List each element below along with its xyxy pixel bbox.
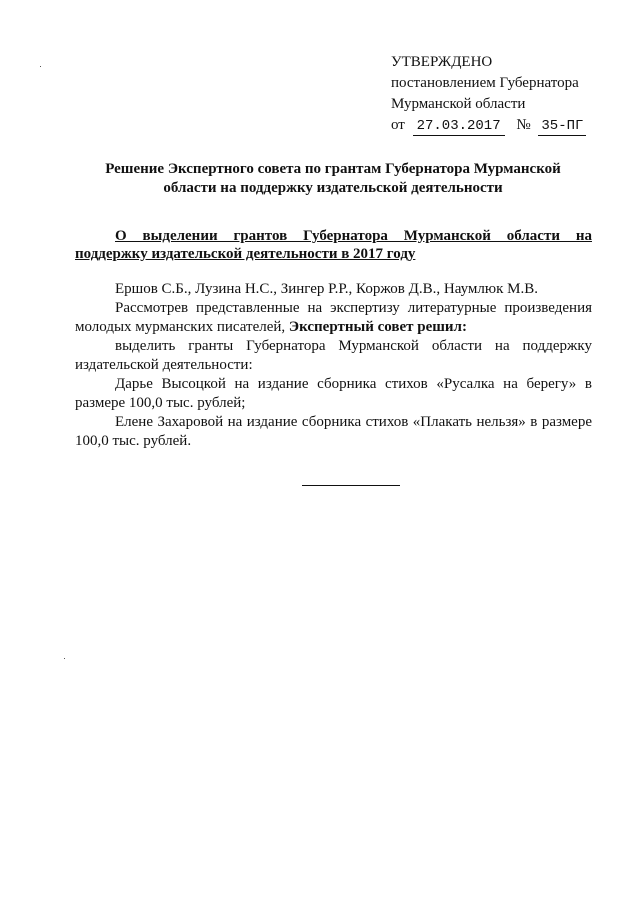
document-title-line-1: Решение Экспертного совета по грантам Губернатора Мурманской — [105, 161, 561, 177]
decree-date: 27.03.2017 — [413, 118, 505, 136]
council-members: Ершов С.Б., Лузина Н.С., Зингер Р.Р., Коржов Д.В., Наумлюк М.В. — [115, 281, 538, 297]
decision-body — [75, 280, 592, 451]
decision-subject — [75, 227, 592, 263]
closing-separator-line — [302, 485, 400, 486]
approval-heading: УТВЕРЖДЕНО — [391, 54, 493, 70]
considered-text: Рассмотрев представленные на экспертизу литературные произведения молодых мурманских писателей, — [75, 300, 592, 335]
approval-line-1: постановлением Губернатора — [391, 75, 579, 91]
approval-date-line — [391, 115, 621, 136]
decision-phrase: Экспертный совет решил: — [288, 319, 467, 335]
scan-speck — [40, 66, 41, 67]
scan-speck — [64, 658, 65, 659]
number-label: № — [516, 117, 531, 133]
document-title-line-2: области на поддержку издательской деятельности — [163, 180, 503, 196]
grant-paragraph-2: Елене Захаровой на издание сборника стихов «Плакать нельзя» в размере 100,0 тыс. рублей. — [75, 414, 592, 449]
considered-paragraph — [75, 299, 592, 337]
date-prefix: от — [391, 117, 405, 133]
document-title — [80, 160, 586, 198]
approval-line-2: Мурманской области — [391, 96, 526, 112]
decree-number: 35-ПГ — [538, 118, 586, 136]
allocate-paragraph: выделить гранты Губернатора Мурманской области на поддержку издательской деятельности: — [75, 338, 592, 373]
approval-stamp — [391, 52, 621, 136]
grant-paragraph-1: Дарье Высоцкой на издание сборника стихов «Русалка на берегу» в размере 100,0 тыс. рублей; — [75, 376, 592, 411]
decision-subject-text: О выделении грантов Губернатора Мурманской области на поддержку издательской деятельности в 2017 году — [75, 228, 592, 262]
